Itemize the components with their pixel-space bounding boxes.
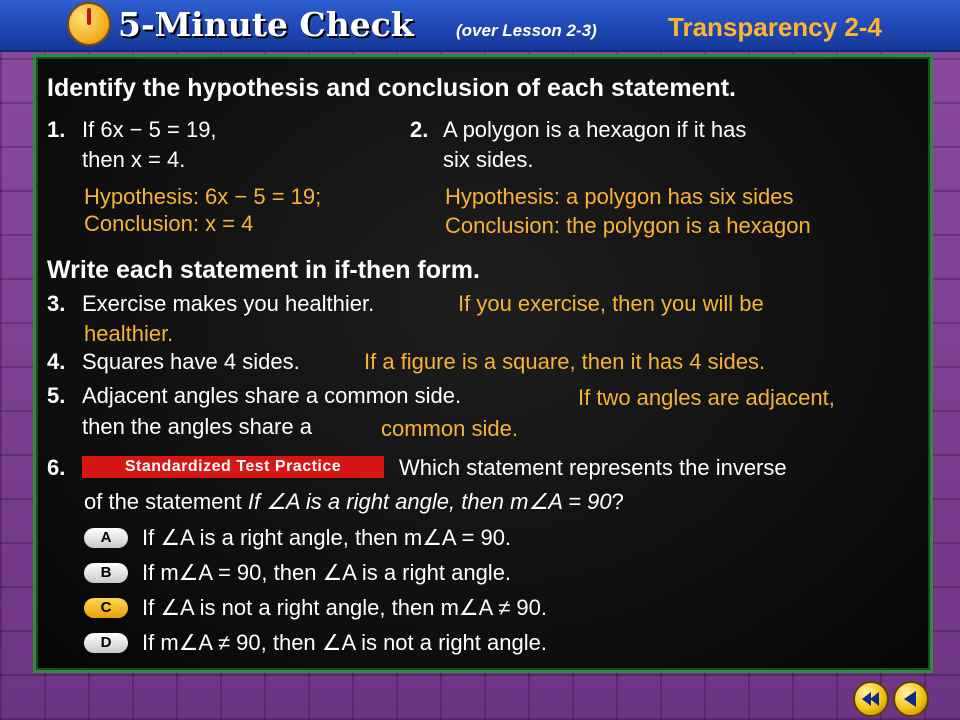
- q1-number: 1.: [47, 117, 66, 142]
- header-bar: [0, 0, 960, 52]
- rewind-icon: [855, 683, 887, 715]
- q1-hypothesis: Hypothesis: 6x − 5 = 19;: [84, 184, 322, 209]
- q3-text: Exercise makes you healthier.: [82, 291, 375, 316]
- q6-question-line1: Which statement represents the inverse: [399, 455, 787, 480]
- q2-hypothesis: Hypothesis: a polygon has six sides: [445, 184, 794, 209]
- q6-question-prefix: of the statement: [84, 489, 248, 514]
- q6-number: 6.: [47, 455, 66, 480]
- transparency-label: Transparency 2-4: [668, 12, 882, 42]
- option-a-text[interactable]: If ∠A is a right angle, then m∠A = 90.: [142, 525, 512, 550]
- slide-title: 5-Minute Check: [118, 5, 414, 44]
- q4-answer: If a figure is a square, then it has 4 sides.: [364, 349, 766, 374]
- q4-number: 4.: [47, 349, 66, 374]
- q5-text: Adjacent angles share a common side.: [82, 383, 462, 408]
- q1-line1: If 6x − 5 = 19,: [82, 117, 217, 142]
- option-b-text[interactable]: If m∠A = 90, then ∠A is a right angle.: [142, 560, 512, 585]
- option-c-text[interactable]: If ∠A is not a right angle, then m∠A ≠ 90.: [142, 595, 547, 620]
- q6-question-statement: If ∠A is a right angle, then m∠A = 90: [247, 489, 612, 514]
- q2-line1: A polygon is a hexagon if it has: [443, 117, 747, 142]
- heading-identify: Identify the hypothesis and conclusion of each statement.: [47, 74, 737, 102]
- q1-line2: then x = 4.: [82, 147, 186, 172]
- option-d-text[interactable]: If m∠A ≠ 90, then ∠A is not a right angle.: [142, 630, 547, 655]
- clock-icon: [67, 2, 111, 46]
- standardized-test-badge: Standardized Test Practice: [82, 456, 384, 478]
- q2-conclusion: Conclusion: the polygon is a hexagon: [445, 213, 811, 238]
- q5-text-line2: then the angles share a: [82, 414, 312, 439]
- q2-number: 2.: [410, 117, 429, 142]
- q5-answer-line1: If two angles are adjacent,: [578, 385, 835, 410]
- option-a-badge[interactable]: A: [84, 528, 128, 548]
- previous-icon: [895, 683, 927, 715]
- q6-question-mark: ?: [611, 489, 624, 514]
- rewind-button[interactable]: [853, 681, 889, 717]
- option-c-badge[interactable]: C: [84, 598, 128, 618]
- slide-subtitle: (over Lesson 2-3): [456, 21, 597, 40]
- q3-number: 3.: [47, 291, 66, 316]
- previous-button[interactable]: [893, 681, 929, 717]
- q3-answer-line2: healthier.: [84, 321, 174, 346]
- q5-number: 5.: [47, 383, 66, 408]
- q6-question-line2: [84, 491, 624, 513]
- q1-conclusion: Conclusion: x = 4: [84, 211, 254, 236]
- q2-line2: six sides.: [443, 147, 534, 172]
- q5-answer-line2: common side.: [381, 416, 518, 441]
- q3-answer-line1: If you exercise, then you will be: [458, 291, 764, 316]
- heading-ifthen: Write each statement in if-then form.: [47, 256, 480, 284]
- option-d-badge[interactable]: D: [84, 633, 128, 653]
- option-b-badge[interactable]: B: [84, 563, 128, 583]
- q4-text: Squares have 4 sides.: [82, 349, 300, 374]
